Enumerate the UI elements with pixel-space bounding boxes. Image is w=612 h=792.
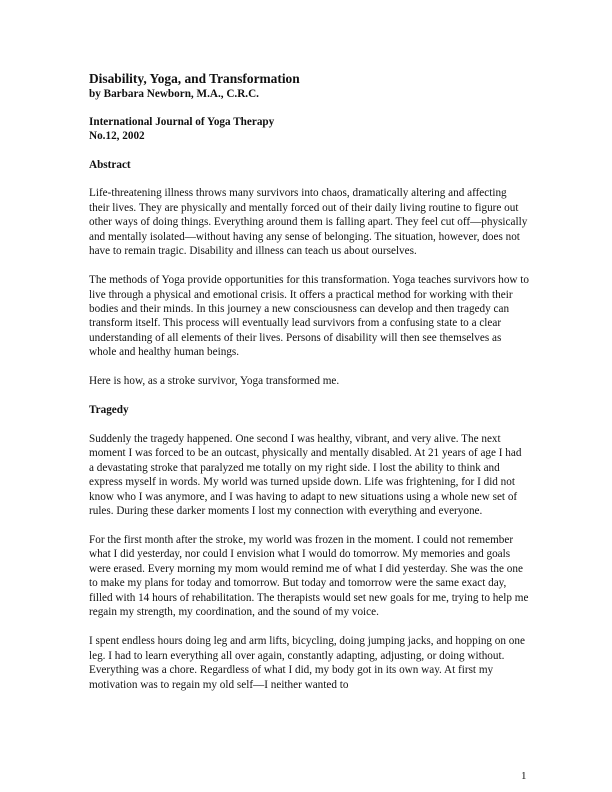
- abstract-paragraph: Life-threatening illness throws many survivors into chaos, dramatically altering and affecting their lives. They are physically and mentally forced out of their daily living routine to figure out other ways of doing things. Everything around them is falling apart. They feel cut off—physically and mentally isolated—without having any sense of belonging. The situation, however, does not have to remain tragic. Disability and illness can teach us about ourselves.: [89, 187, 528, 258]
- page-number: 1: [521, 770, 527, 782]
- journal-name: International Journal of Yoga Therapy: [89, 116, 275, 128]
- tragedy-paragraph: I spent endless hours doing leg and arm lifts, bicycling, doing jumping jacks, and hopping on one leg. I had to learn everything all over again, constantly adapting, adjusting, or doing without. Everything was a chore. Regardless of what I did, my body got in its own way. At first my motivation was to regain my old self—I neither wanted to: [89, 635, 525, 691]
- tragedy-paragraph: For the first month after the stroke, my world was frozen in the moment. I could not remember what I did yesterday, nor could I envision what I would do tomorrow. My memories and goals were erased. Every morning my mom would remind me of what I did yesterday. She was the one to make my plans for today and tomorrow. But today and tomorrow were the same exact day, filled with 14 hours of rehabilitation. The therapists would set new goals for me, trying to help me regain my strength, my coordination, and the sound of my voice.: [89, 533, 529, 619]
- journal-issue: No.12, 2002: [89, 130, 145, 143]
- document-page: [89, 71, 529, 692]
- abstract-heading: Abstract: [89, 158, 131, 171]
- abstract-paragraph: The methods of Yoga provide opportunities for this transformation. Yoga teaches survivors how to live through a physical and emotional crisis. It offers a practical method for working with their bodies and their minds. In this journey a new consciousness can develop and then tragedy can transform itself. This process will eventually lead survivors from a confusing state to a clear understanding of all elements of their lives. Persons of disability will then see themselves as whole and healthy human beings.: [89, 274, 529, 359]
- abstract-paragraph: Here is how, as a stroke survivor, Yoga transformed me.: [89, 375, 340, 388]
- tragedy-heading: Tragedy: [89, 404, 129, 417]
- document-title: Disability, Yoga, and Transformation: [89, 71, 300, 86]
- tragedy-paragraph: Suddenly the tragedy happened. One second I was healthy, vibrant, and very alive. The next moment I was forced to be an outcast, physically and mentally disabled. At 21 years of age I had a devastating stroke that paralyzed me totally on my right side. I lost the ability to think and express myself in words. My world was turned upside down. Life was frightening, for I did not know who I was anymore, and I was having to adapt to new situations using a whole new set of rules. During these darker moments I lost my connection with everything and everyone.: [89, 432, 522, 518]
- author-byline: by Barbara Newborn, M.A., C.R.C.: [89, 88, 259, 100]
